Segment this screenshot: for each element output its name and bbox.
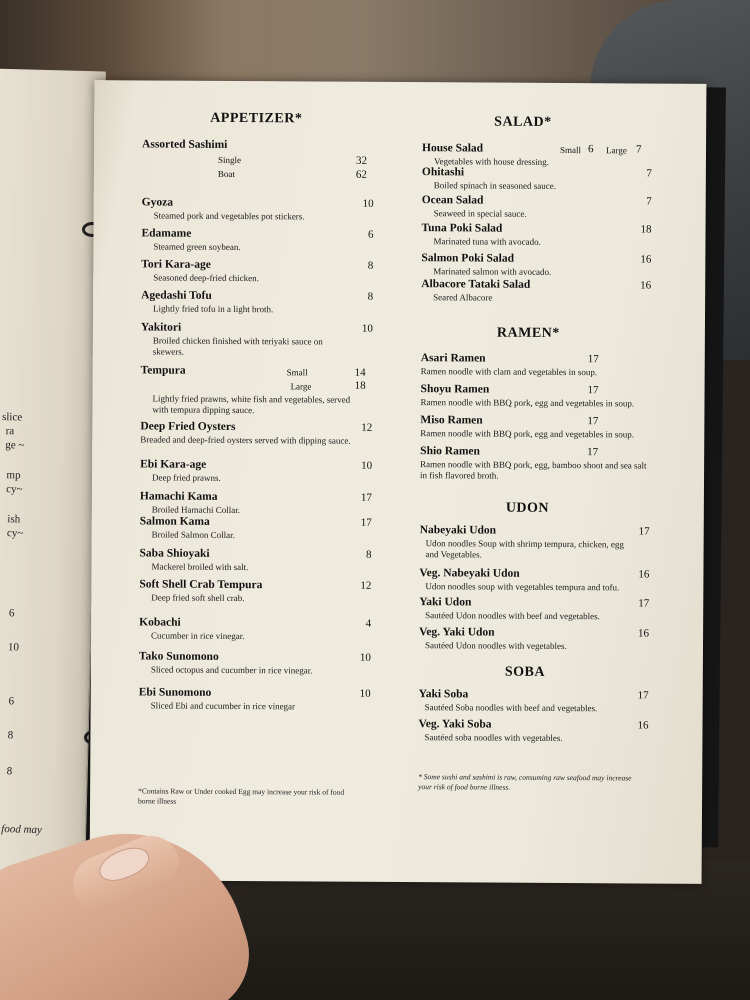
item-price: 4: [365, 617, 372, 630]
item-description: Deep fried prawns.: [151, 472, 221, 483]
item-price: 6: [367, 228, 374, 241]
menu-item: [140, 364, 381, 416]
left-page-text: mp: [6, 469, 21, 482]
item-price: 17: [587, 384, 599, 397]
item-name: Tempura: [140, 364, 186, 377]
item-description: Ramen noodle with clam and vegetables in soup.: [420, 366, 598, 378]
item-price: 17: [637, 689, 649, 702]
item-description: Seared Albacore: [433, 292, 493, 303]
item-price: 10: [361, 322, 373, 335]
menu-item: [141, 227, 381, 253]
item-price: 12: [361, 421, 373, 434]
item-name: Asari Ramen: [420, 352, 486, 365]
menu-item: [421, 222, 659, 248]
item-price: 16: [640, 279, 652, 292]
item-option-label: Large: [605, 145, 627, 156]
section-title: APPETIZER*: [210, 110, 303, 127]
item-description: Sautéed Udon noodles with beef and vegetables.: [425, 610, 600, 622]
menu-item: [142, 138, 382, 181]
item-description: Sautéed Soba noodles with beef and vegetables.: [424, 702, 598, 714]
item-description: Marinated tuna with avocado.: [433, 236, 541, 247]
item-price: 10: [362, 197, 374, 210]
menu-item: [141, 289, 381, 315]
left-page-text: 10: [7, 641, 20, 654]
left-page-text: ra: [5, 425, 15, 438]
item-name: Soft Shell Crab Tempura: [139, 578, 263, 592]
item-price: 7: [646, 195, 652, 208]
item-name: Salmon Poki Salad: [421, 252, 515, 265]
left-page-text: cy~: [5, 483, 23, 496]
left-page-text: 6: [8, 607, 15, 620]
item-name: Yakitori: [140, 321, 182, 334]
menu-item: [421, 252, 659, 278]
item-price: 17: [360, 516, 372, 529]
item-name: Yaki Soba: [418, 688, 469, 701]
item-price: 16: [637, 719, 649, 732]
item-description: Lightly fried tofu in a light broth.: [153, 303, 274, 315]
item-name: Ebi Kara-age: [140, 458, 207, 471]
item-description: Sautéed Udon noodles with vegetables.: [424, 640, 567, 652]
menu-item: [140, 490, 380, 516]
item-name: Salmon Kama: [139, 515, 210, 528]
item-name: Albacore Tataki Salad: [421, 278, 531, 291]
menu-item: [139, 616, 379, 642]
menu-item: [419, 567, 657, 593]
item-description: Sliced octopus and cucumber in rice vinegar.: [150, 664, 313, 676]
item-description: Lightly fried prawns, white fish and vegetables, served with tempura dipping sauce.: [152, 393, 351, 416]
item-name: Deep Fried Oysters: [140, 420, 236, 434]
item-price: 10: [359, 687, 371, 700]
item-option-label: Small: [286, 367, 308, 378]
item-description: Sliced Ebi and cucumber in rice vinegar: [150, 700, 296, 712]
item-name: Veg. Yaki Udon: [419, 626, 495, 639]
item-option-price: 14: [354, 366, 366, 379]
item-description: Breaded and deep-fried oysters served with dipping sauce.: [140, 434, 351, 446]
item-price: 17: [638, 525, 650, 538]
menu-item: [418, 718, 656, 744]
item-description: Broiled Hamachi Collar.: [151, 504, 241, 516]
menu-item: [421, 352, 659, 378]
menu-item: [420, 445, 658, 482]
section-title: SOBA: [504, 664, 546, 680]
item-name: Miso Ramen: [420, 414, 483, 427]
item-description: Ramen noodle with BBQ pork, egg, bamboo shoot and sea salt in fish flavored broth.: [420, 459, 647, 481]
item-price: 12: [360, 579, 372, 592]
menu-item: [140, 458, 380, 484]
item-name: Shio Ramen: [420, 445, 480, 458]
menu-item: [139, 686, 379, 712]
item-price: 8: [367, 259, 374, 272]
item-price: 16: [638, 568, 650, 581]
item-description: Cucumber in rice vinegar.: [151, 630, 245, 642]
item-name: Veg. Yaki Soba: [418, 718, 492, 731]
item-description: Deep fried soft shell crab.: [151, 592, 245, 604]
item-option-label: Boat: [217, 168, 235, 179]
item-option-label: Single: [217, 154, 242, 166]
item-description: Ramen noodle with BBQ pork, egg and vegetables in soup.: [420, 428, 635, 440]
item-price: 16: [638, 627, 650, 640]
menu-item: [139, 578, 379, 604]
section-title: UDON: [505, 500, 550, 516]
section-title: SALAD*: [494, 114, 552, 130]
item-name: Saba Shioyaki: [139, 547, 210, 560]
left-page-text: ish: [7, 513, 21, 526]
item-description: Ramen noodle with BBQ pork, egg and vegetables in soup.: [420, 397, 635, 409]
item-name: Hamachi Kama: [139, 490, 218, 503]
menu-item: [422, 166, 660, 192]
item-name: Shoyu Ramen: [420, 383, 490, 396]
item-option-label: Large: [290, 381, 312, 392]
section-title: RAMEN*: [496, 325, 560, 341]
item-option-price: 18: [354, 379, 366, 392]
item-option-price: 7: [635, 143, 642, 156]
item-description: Broiled Salmon Collar.: [151, 529, 235, 541]
item-price: 16: [640, 253, 652, 266]
item-name: House Salad: [422, 142, 484, 155]
menu-item: [141, 321, 381, 358]
item-price: 17: [360, 491, 372, 504]
item-price: 17: [638, 597, 650, 610]
menu-page: [90, 80, 707, 884]
menu-item: [420, 414, 658, 440]
item-description: Vegetables with house dressing.: [433, 156, 549, 167]
left-page-text: food may: [1, 823, 43, 837]
item-price: 17: [587, 353, 599, 366]
raw-egg-footnote: *Contains Raw or Under cooked Egg may increase your risk of food borne illness: [138, 786, 345, 806]
item-price: 8: [367, 290, 374, 303]
item-price: 10: [361, 459, 373, 472]
menu-item: [422, 142, 660, 168]
item-name: Agedashi Tofu: [141, 289, 212, 302]
menu-item: [140, 515, 380, 541]
item-price: 8: [366, 548, 372, 561]
item-price: 17: [587, 446, 599, 459]
menu-item: [421, 278, 659, 304]
left-page-text: 8: [7, 729, 14, 742]
item-price: 17: [587, 415, 599, 428]
item-description: Boiled spinach in seasoned sauce.: [433, 180, 557, 191]
menu-item: [141, 258, 381, 284]
item-option-price: 62: [355, 168, 367, 181]
item-description: Seasoned deep-fried chicken.: [153, 272, 259, 284]
item-description: Sautéed soba noodles with vegetables.: [424, 732, 563, 744]
item-description: Seaweed in special sauce.: [433, 208, 527, 219]
item-name: Veg. Nabeyaki Udon: [419, 567, 520, 580]
menu-item: [419, 596, 657, 622]
item-description: Marinated salmon with avocado.: [433, 266, 552, 277]
menu-item: [419, 688, 657, 714]
item-name: Ebi Sunomono: [138, 686, 212, 699]
item-name: Assorted Sashimi: [142, 138, 228, 151]
item-name: Yaki Udon: [419, 596, 472, 609]
item-option-price: 6: [588, 143, 594, 156]
item-description: Udon noodles Soup with shrimp tempura, chicken, egg and Vegetables.: [425, 538, 624, 560]
item-name: Edamame: [141, 227, 192, 240]
left-page-text: 6: [8, 695, 15, 708]
item-description: Steamed pork and vegetables pot stickers.: [153, 210, 305, 222]
raw-seafood-footnote: * Some sushi and sashimi is raw, consuming raw seafood may increase your risk of food borne illness.: [418, 772, 632, 792]
item-description: Broiled chicken finished with teriyaki sauce on skewers.: [152, 335, 323, 357]
menu-item: [420, 383, 658, 409]
item-description: Mackerel broiled with salt.: [151, 561, 249, 573]
menu-item: [140, 420, 380, 446]
menu-item: [419, 626, 657, 652]
left-page-text: slice: [1, 410, 23, 424]
item-option-label: Small: [560, 144, 582, 156]
item-name: Tori Kara-age: [141, 258, 211, 271]
menu-item: [420, 524, 658, 561]
item-name: Ohitashi: [421, 166, 465, 179]
item-name: Ocean Salad: [421, 194, 484, 207]
left-page-text: ge ~: [5, 439, 25, 452]
item-name: Tako Sunomono: [138, 650, 219, 663]
item-description: Udon noodles soup with vegetables tempura and tofu.: [425, 581, 620, 593]
item-name: Tuna Poki Salad: [421, 222, 503, 235]
item-name: Kobachi: [139, 616, 181, 629]
left-page-text: 8: [6, 765, 13, 778]
item-name: Gyoza: [141, 196, 174, 209]
item-description: Steamed green soybean.: [153, 241, 241, 253]
item-price: 18: [640, 223, 652, 236]
menu-item: [139, 547, 379, 573]
item-name: Nabeyaki Udon: [419, 524, 497, 537]
menu-item: [422, 194, 660, 220]
left-page-text: cy~: [6, 527, 24, 540]
menu-item: [142, 196, 382, 222]
menu-item: [139, 650, 379, 676]
item-option-price: 32: [355, 154, 367, 167]
item-price: 7: [646, 167, 652, 180]
item-price: 10: [359, 651, 371, 664]
